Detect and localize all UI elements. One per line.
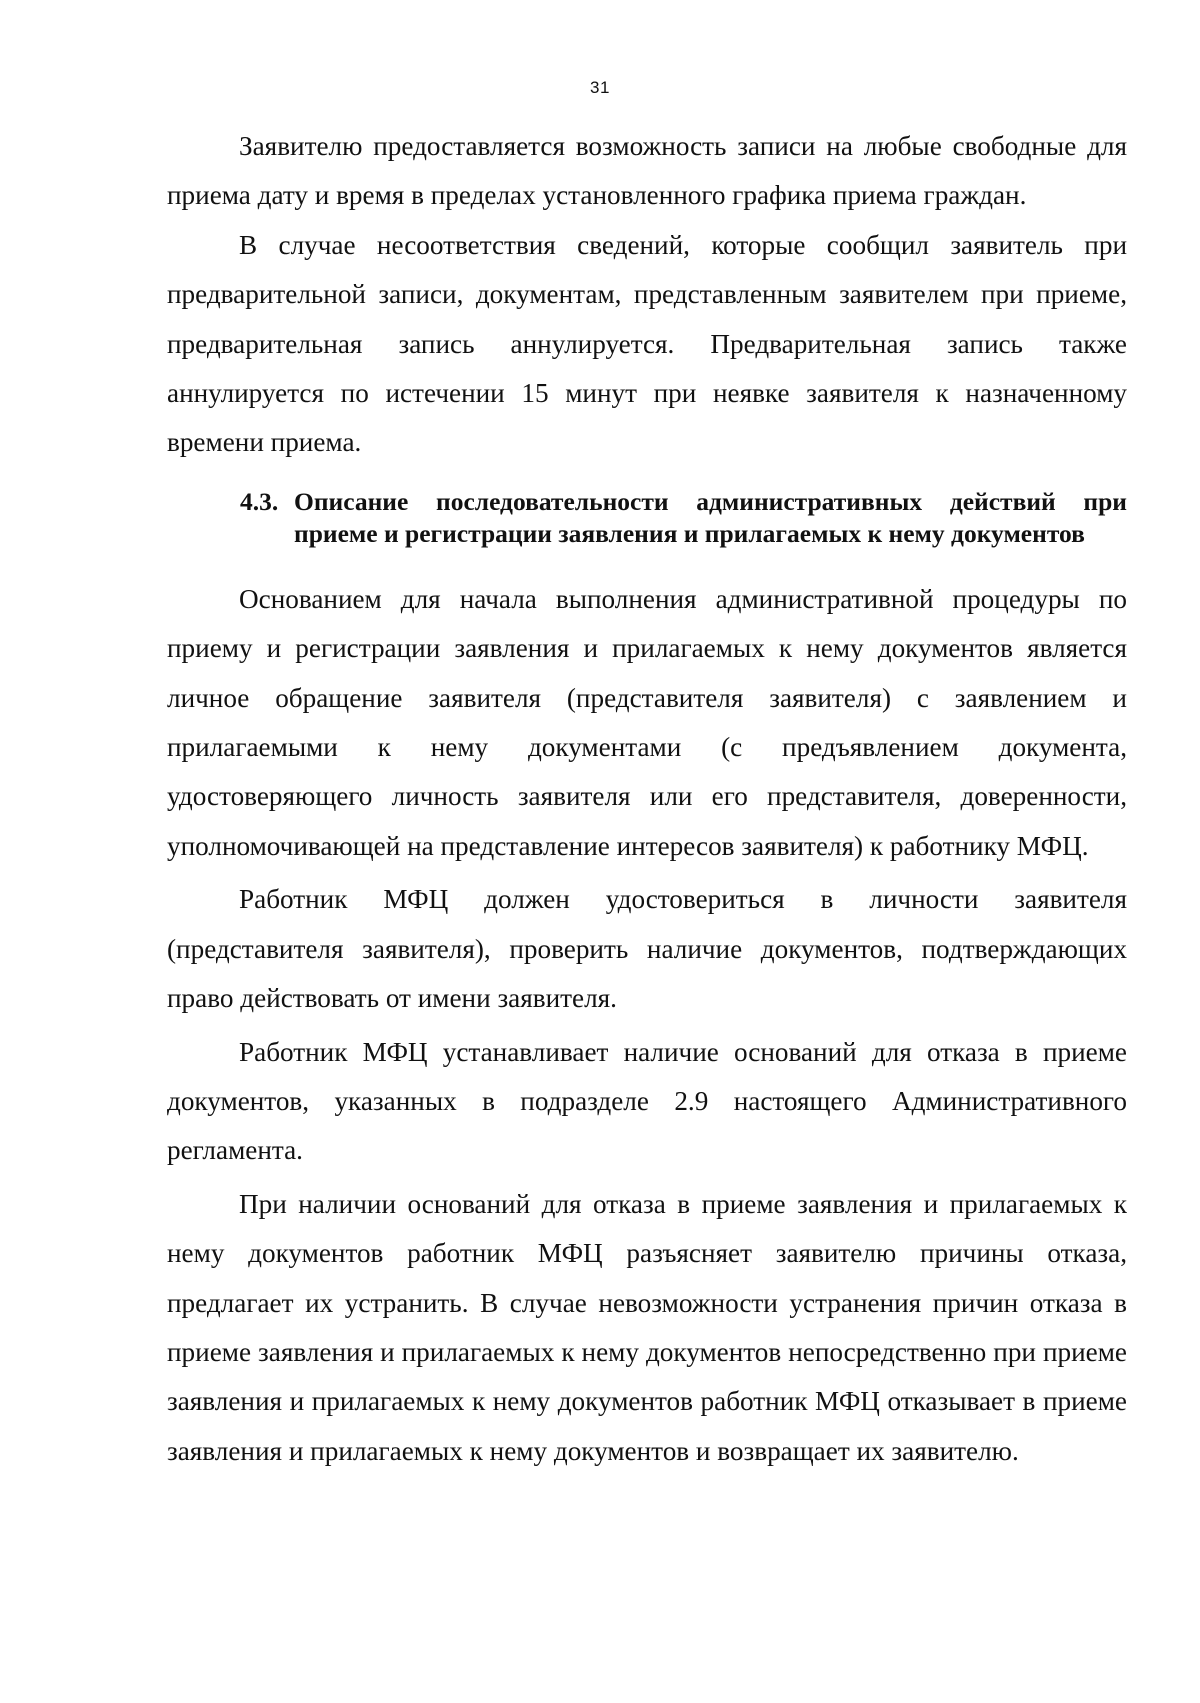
section-number: 4.3. — [240, 486, 279, 516]
page-number: 31 — [590, 78, 610, 97]
section-heading — [167, 486, 1127, 551]
paragraph-booking-cancellation: В случае несоответствия сведений, которые сообщил заявитель при предварительной записи, документам, представленным заявителем при приеме, предварительная запись аннулируется. Предварительная запись также аннулируется по истечении 15 минут при неявке заявителя к назначенному времени приема. — [167, 229, 1127, 458]
paragraph-refusal-grounds: Работник МФЦ устанавливает наличие оснований для отказа в приеме документов, указанных в подразделе 2.9 настоящего Административного регламента. — [167, 1036, 1127, 1166]
paragraph-procedure-basis: Основанием для начала выполнения административной процедуры по приему и регистрации заявления и прилагаемых к нему документов является личное обращение заявителя (представителя заявителя) с заявлением и прилагаемыми к нему документами (с предъявлением документа, удостоверяющего личность заявителя или его представителя, доверенности, уполномочивающей на представление интересов заявителя) к работнику МФЦ. — [167, 583, 1127, 861]
paragraph-appointment-booking: Заявителю предоставляется возможность записи на любые свободные для приема дату и время в пределах установленного графика приема граждан. — [167, 131, 1127, 211]
paragraph-refusal-procedure: При наличии оснований для отказа в приеме заявления и прилагаемых к нему документов работник МФЦ разъясняет заявителю причины отказа, предлагает их устранить. В случае невозможности устранения причин отказа в приеме заявления и прилагаемых к нему документов непосредственно при приеме заявления и прилагаемых к нему документов работник МФЦ отказывает в приеме заявления и прилагаемых к нему документов и возвращает их заявителю. — [167, 1188, 1127, 1466]
section-title: Описание последовательности административных действий при приеме и регистрации заявления и прилагаемых к нему документов — [294, 486, 1127, 549]
paragraph-identity-check: Работник МФЦ должен удостовериться в личности заявителя (представителя заявителя), проверить наличие документов, подтверждающих право действовать от имени заявителя. — [167, 884, 1127, 1014]
page-content — [167, 122, 1127, 1476]
